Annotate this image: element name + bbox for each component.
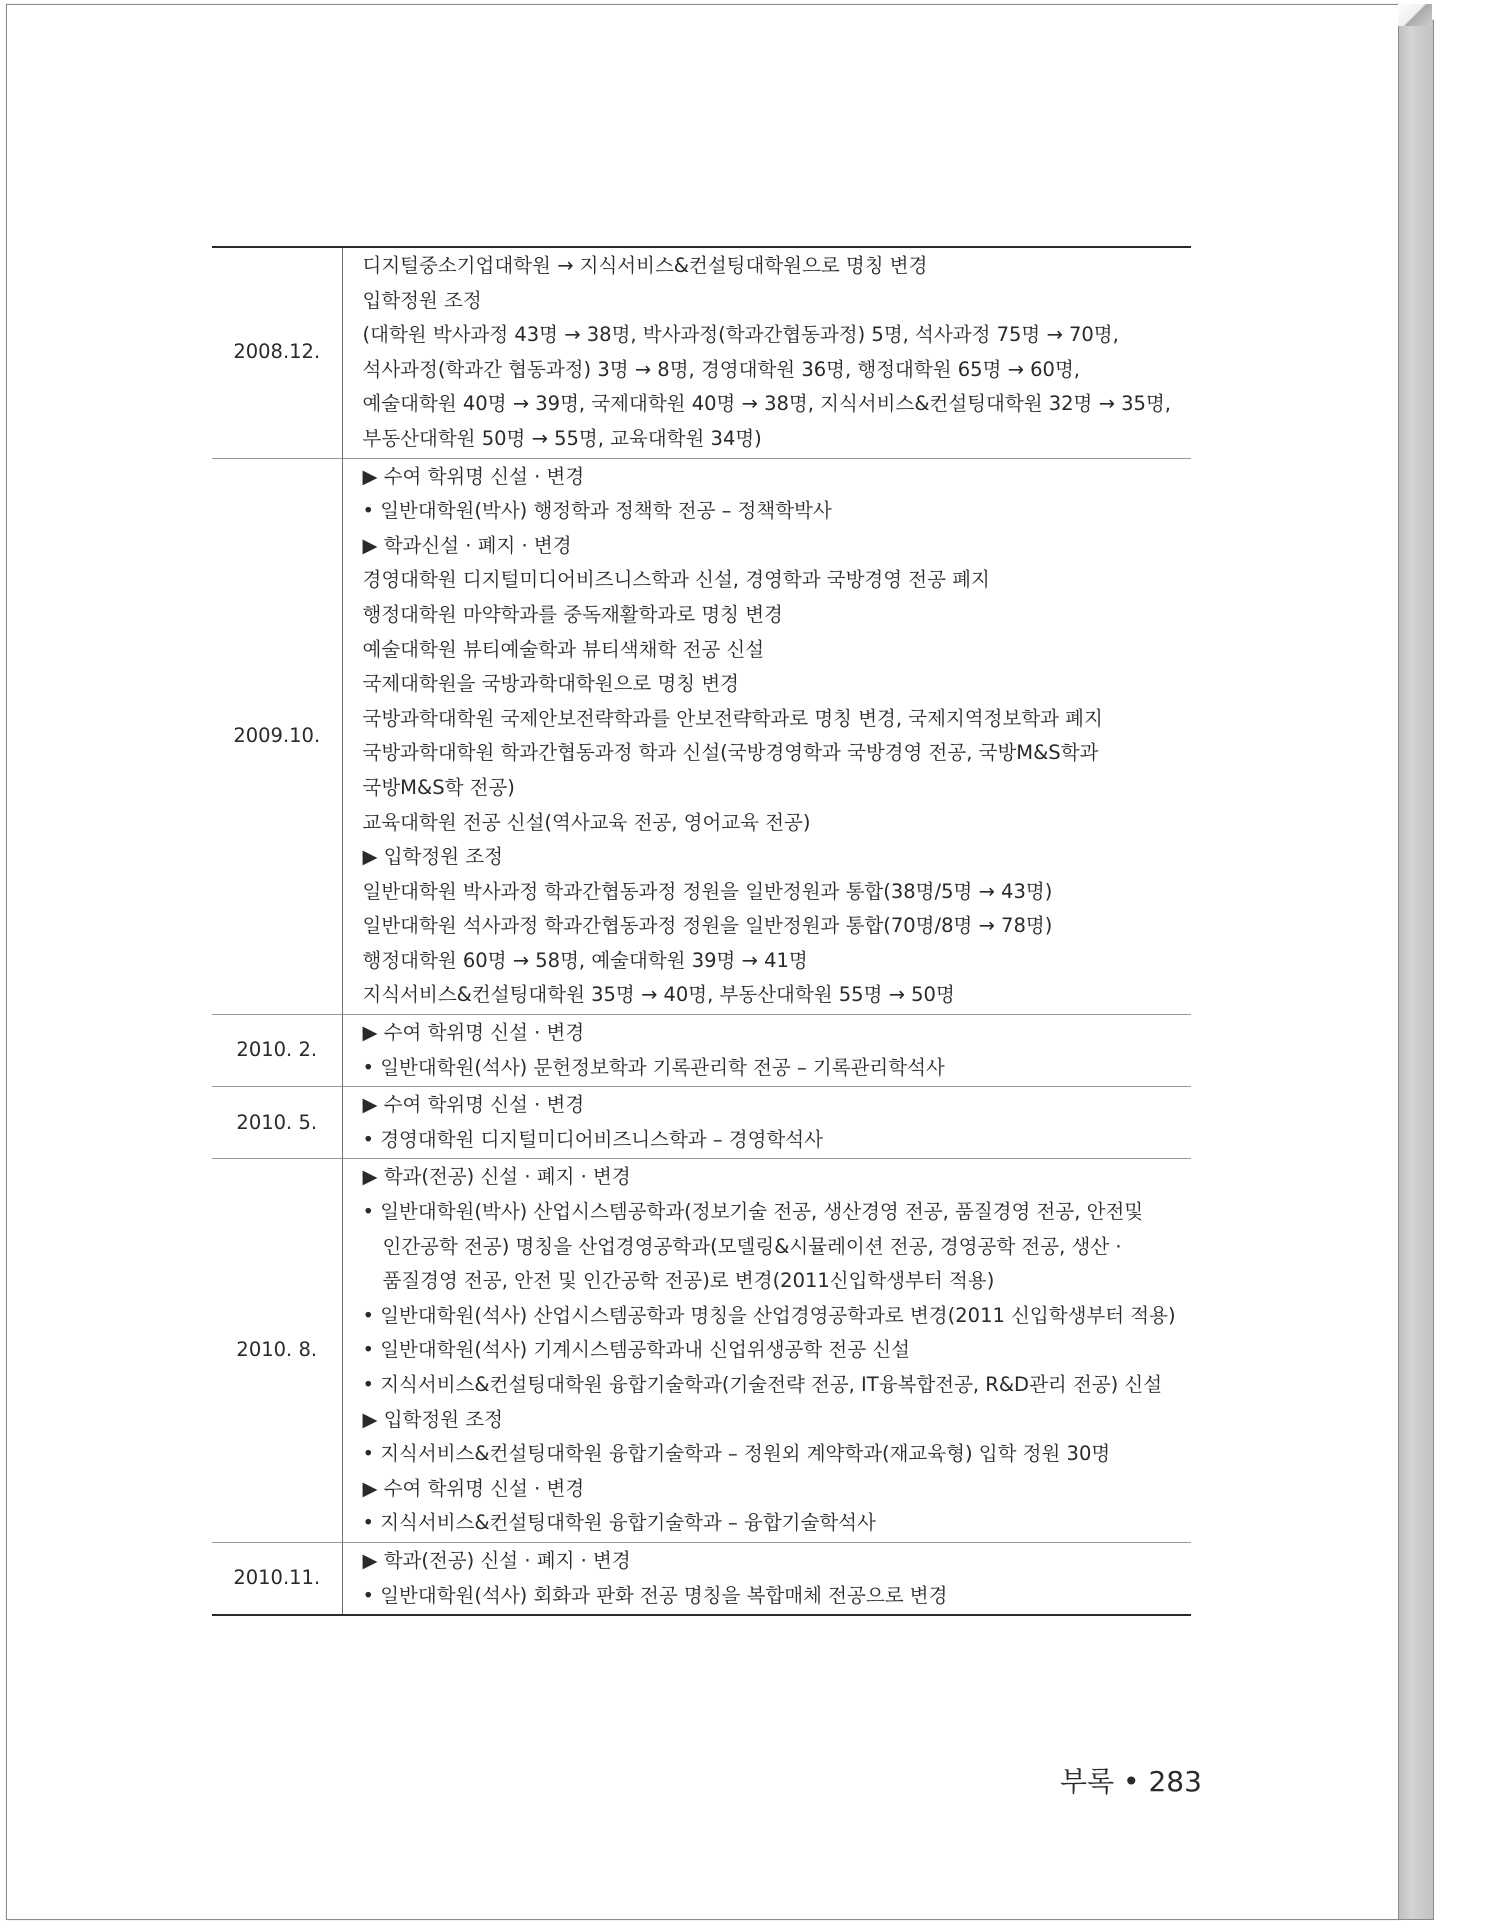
content-line: 지식서비스&컨설팅대학원 35명 → 40명, 부동산대학원 55명 → 50명	[362, 983, 955, 1007]
bullet-item: • 일반대학원(박사) 산업시스템공학과(정보기술 전공, 생산경영 전공, 품질경영 전공, 안전및 인간공학 전공) 명칭을 산업경영공학과(모델링&시뮬레이션 전공, 경영공학 전공, 생산 · 품질경영 전공, 안전 및 인간공학 전공)로 변경(2011신입학생부터 적용)	[362, 1200, 1144, 1293]
row-content	[342, 247, 1191, 458]
history-table	[212, 246, 1191, 1616]
bullet-item: • 경영대학원 디지털미디어비즈니스학과 – 경영학석사	[362, 1127, 823, 1151]
bullet-item: • 일반대학원(박사) 행정학과 정책학 전공 – 정책학박사	[362, 499, 832, 523]
row-date: 2010. 5.	[212, 1087, 342, 1159]
section-heading: ▶ 학과(전공) 신설 · 폐지 · 변경	[362, 1165, 631, 1189]
bullet-item: • 일반대학원(석사) 산업시스템공학과 명칭을 산업경영공학과로 변경(2011 신입학생부터 적용)	[362, 1303, 1176, 1327]
history-row	[212, 247, 1191, 458]
content-line: 일반대학원 석사과정 학과간협동과정 정원을 일반정원과 통합(70명/8명 → 78명)	[362, 914, 1053, 938]
page-footer	[1060, 1760, 1202, 1800]
section-heading: ▶ 입학정원 조정	[362, 845, 503, 869]
content-line: (대학원 박사과정 43명 → 38명, 박사과정(학과간협동과정) 5명, 석사과정 75명 → 70명, 석사과정(학과간 협동과정) 3명 → 8명, 경영대학원 36명, 행정대학원 65명 → 60명, 예술대학원 40명 → 39명, 국제대학원 40명 → 38명, 지식서비스&컨설팅대학원 32명 → 35명, 부동산대학원 50명 → 55명, 교육대학원 34명)	[362, 323, 1171, 450]
row-date: 2010.11.	[212, 1542, 342, 1615]
section-heading: ▶ 학과(전공) 신설 · 폐지 · 변경	[362, 1548, 631, 1572]
section-heading: ▶ 학과신설 · 폐지 · 변경	[362, 533, 572, 557]
history-row	[212, 1159, 1191, 1543]
history-row	[212, 1542, 1191, 1615]
bullet-item: • 지식서비스&컨설팅대학원 융합기술학과 – 정원외 계약학과(재교육형) 입학 정원 30명	[362, 1442, 1111, 1466]
content-line: 국방과학대학원 국제안보전략학과를 안보전략학과로 명칭 변경, 국제지역정보학과 폐지	[362, 706, 1103, 730]
row-date: 2009.10.	[212, 458, 342, 1015]
history-row	[212, 1015, 1191, 1087]
section-heading: ▶ 수여 학위명 신설 · 변경	[362, 1021, 585, 1045]
footer-section-label: 부록	[1060, 1765, 1115, 1798]
row-content	[342, 1542, 1191, 1615]
content-line: 국제대학원을 국방과학대학원으로 명칭 변경	[362, 672, 739, 696]
bullet-item: • 일반대학원(석사) 기계시스템공학과내 신업위생공학 전공 신설	[362, 1338, 910, 1362]
content-line: 예술대학원 뷰티예술학과 뷰티색채학 전공 신설	[362, 637, 765, 661]
content-line: 일반대학원 박사과정 학과간협동과정 정원을 일반정원과 통합(38명/5명 → 43명)	[362, 879, 1053, 903]
row-date: 2008.12.	[212, 247, 342, 458]
bullet-item: • 지식서비스&컨설팅대학원 융합기술학과 – 융합기술학석사	[362, 1511, 876, 1535]
history-row	[212, 1087, 1191, 1159]
history-row	[212, 458, 1191, 1015]
section-heading: ▶ 수여 학위명 신설 · 변경	[362, 1476, 585, 1500]
content-line: 경영대학원 디지털미디어비즈니스학과 신설, 경영학과 국방경영 전공 폐지	[362, 568, 990, 592]
page-number: 283	[1148, 1765, 1202, 1798]
section-heading: ▶ 입학정원 조정	[362, 1407, 503, 1431]
section-heading: ▶ 수여 학위명 신설 · 변경	[362, 464, 585, 488]
row-date: 2010. 8.	[212, 1159, 342, 1543]
bullet-item: • 일반대학원(석사) 회화과 판화 전공 명칭을 복합매체 전공으로 변경	[362, 1583, 948, 1607]
bullet-item: • 일반대학원(석사) 문헌정보학과 기록관리학 전공 – 기록관리학석사	[362, 1055, 945, 1079]
bullet-item: • 지식서비스&컨설팅대학원 융합기술학과(기술전략 전공, IT융복합전공, R&D관리 전공) 신설	[362, 1373, 1163, 1396]
content-line: 입학정원 조정	[362, 288, 482, 312]
row-date: 2010. 2.	[212, 1015, 342, 1087]
section-heading: ▶ 수여 학위명 신설 · 변경	[362, 1093, 585, 1117]
row-content	[342, 1015, 1191, 1087]
footer-bullet: •	[1123, 1765, 1140, 1798]
content-line: 교육대학원 전공 신설(역사교육 전공, 영어교육 전공)	[362, 810, 811, 834]
row-content	[342, 458, 1191, 1015]
row-content	[342, 1087, 1191, 1159]
row-content	[342, 1159, 1191, 1543]
content-line: 국방과학대학원 학과간협동과정 학과 신설(국방경영학과 국방경영 전공, 국방M&S학과 국방M&S학 전공)	[362, 741, 1099, 799]
page-stack-edge	[1398, 8, 1434, 1920]
content-line: 행정대학원 60명 → 58명, 예술대학원 39명 → 41명	[362, 948, 808, 972]
content-line: 디지털중소기업대학원 → 지식서비스&컨설팅대학원으로 명칭 변경	[362, 254, 928, 277]
page-folded-corner	[1398, 4, 1432, 26]
content-line: 행정대학원 마약학과를 중독재활학과로 명칭 변경	[362, 602, 783, 626]
